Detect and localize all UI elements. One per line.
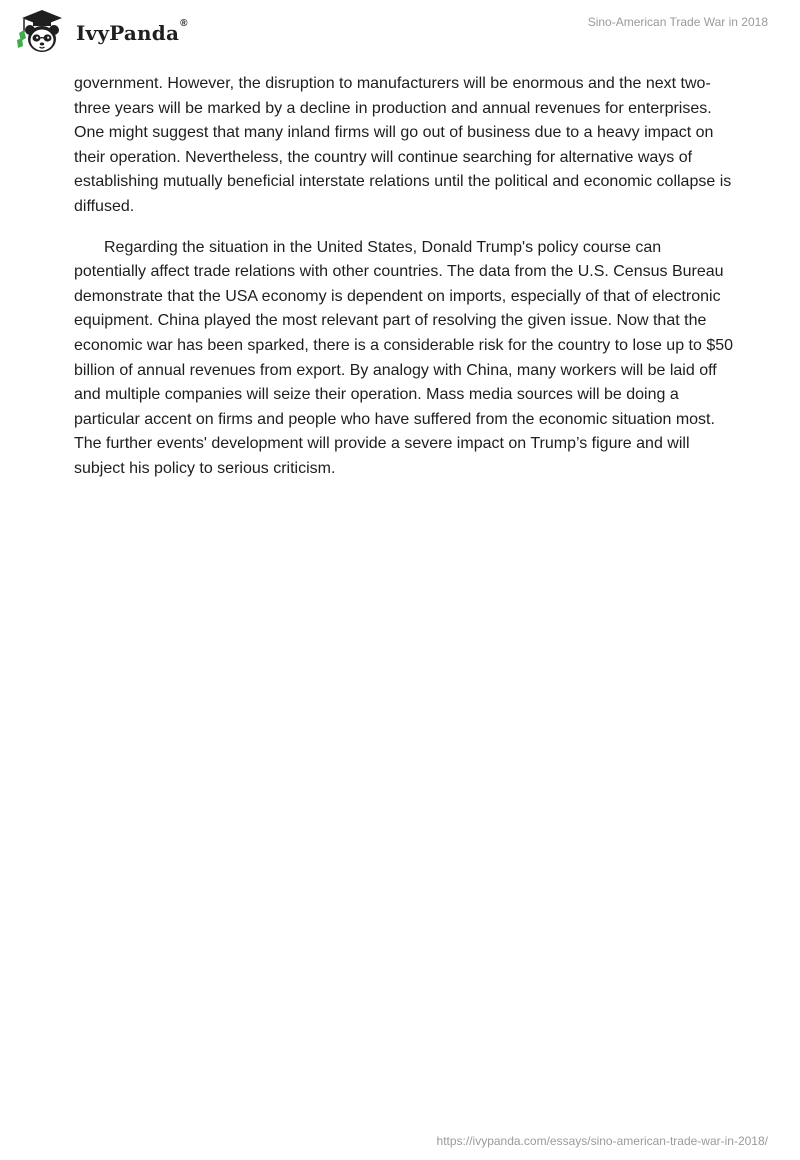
essay-body <box>74 72 734 498</box>
page-header <box>0 0 800 64</box>
logo-wordmark: IvyPanda <box>76 21 180 45</box>
source-url[interactable]: https://ivypanda.com/essays/sino-american-trade-war-in-2018/ <box>436 1134 768 1148</box>
registered-mark: ® <box>180 17 188 29</box>
panda-graduate-icon <box>14 8 74 56</box>
ivypanda-logo[interactable] <box>14 8 188 56</box>
paragraph-continued: government. However, the disruption to manufacturers will be enormous and the next two-three years will be marked by a decline in production and annual revenues for enterprises. One might suggest that many inland firms will go out of business due to a heavy impact on their operation. Nevertheless, the country will continue searching for alternative ways of establishing mutually beneficial interstate relations until the political and economic collapse is diffused. <box>74 75 732 215</box>
document-title: Sino-American Trade War in 2018 <box>587 15 768 29</box>
paragraph-united-states: Regarding the situation in the United States, Donald Trump's policy course can potentially affect trade relations with other countries. The data from the U.S. Census Bureau demonstrate that the USA economy is dependent on imports, especially of that of electronic equipment. China played the most relevant part of resolving the given issue. Now that the economic war has been sparked, there is a considerable risk for the country to lose up to $50 billion of annual revenues from export. By analogy with China, many workers will be laid off and multiple companies will seize their operation. Mass media sources will be doing a particular accent on firms and people who have suffered from the economic situation most. The further events' development will provide a severe impact on Trump’s figure and will subject his policy to serious criticism. <box>74 238 734 477</box>
